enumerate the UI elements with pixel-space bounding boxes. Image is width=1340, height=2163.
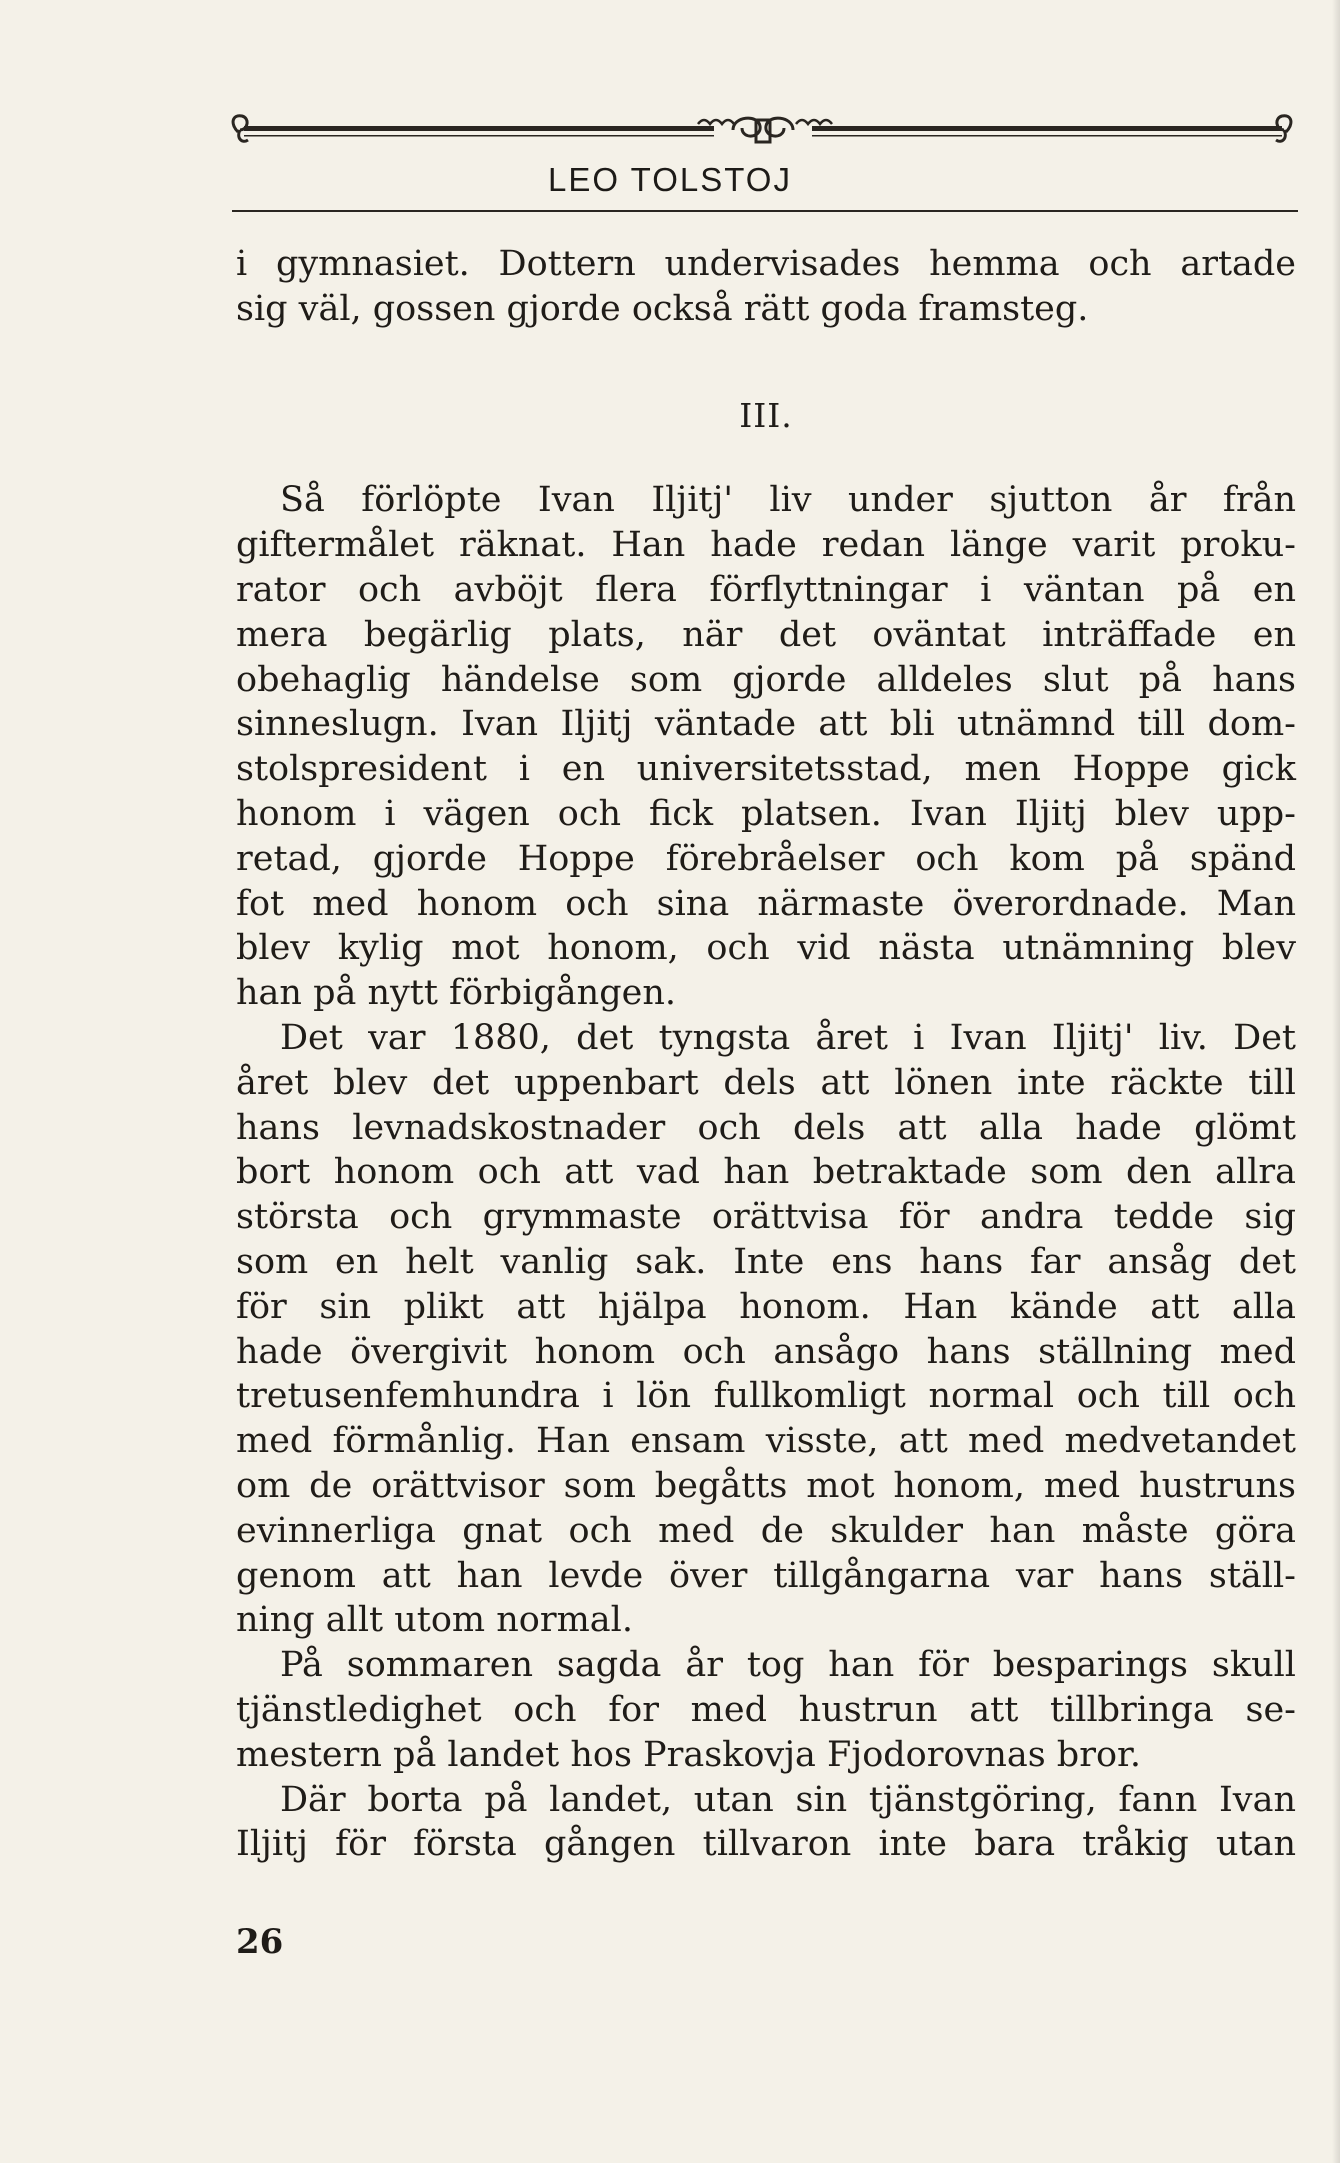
text-line: som en helt vanlig sak. Inte ens hans far ansåg det [236, 1241, 1296, 1282]
text-line: evinnerliga gnat och med de skulder han måste göra [236, 1510, 1296, 1551]
text-line: stolspresident i en universitetsstad, men Hoppe gick [236, 749, 1296, 790]
page-number: 26 [236, 1922, 284, 1962]
text-line: om de orättvisor som begåtts mot honom, med hustruns [236, 1465, 1296, 1506]
text-line: Det var 1880, det tyngsta året i Ivan Iljitj' liv. Det [280, 1017, 1296, 1058]
header-ornament-icon [228, 104, 1298, 164]
text-line: bort honom och att vad han betraktade som den allra [236, 1152, 1296, 1193]
text-line: obehaglig händelse som gjorde alldeles slut på hans [236, 659, 1296, 700]
text-line: hade övergivit honom och ansågo hans ställning med [236, 1331, 1296, 1372]
text-line: blev kylig mot honom, och vid nästa utnämning blev [236, 928, 1296, 969]
text-line: tjänstledighet och for med hustrun att tillbringa se- [236, 1689, 1296, 1730]
text-line: rator och avböjt flera förflyttningar i väntan på en [236, 569, 1296, 610]
text-line: tretusenfemhundra i lön fullkomligt normal och till och [236, 1376, 1296, 1417]
text-line: sinneslugn. Ivan Iljitj väntade att bli utnämnd till dom- [236, 704, 1296, 745]
text-line: året blev det uppenbart dels att lönen inte räckte till [236, 1062, 1296, 1103]
text-line: Iljitj för första gången tillvaron inte bara tråkig utan [236, 1824, 1296, 1865]
text-line: På sommaren sagda år tog han för besparings skull [280, 1645, 1296, 1686]
text-line: sig väl, gossen gjorde också rätt goda framsteg. [236, 288, 1089, 329]
text-line: han på nytt förbigången. [236, 973, 676, 1014]
text-line: Så förlöpte Ivan Iljitj' liv under sjutton år från [280, 480, 1296, 521]
text-line: hans levnadskostnader och dels att alla hade glömt [236, 1107, 1296, 1148]
text-line: ning allt utom normal. [236, 1600, 633, 1641]
text-line: retad, gjorde Hoppe förebråelser och kom på spänd [236, 838, 1296, 879]
text-line: i gymnasiet. Dottern undervisades hemma och artade [236, 244, 1296, 284]
header-rule [232, 210, 1298, 212]
body-text [236, 242, 1296, 1867]
text-line: mestern på landet hos Praskovja Fjodorovnas bror. [236, 1734, 1142, 1775]
text-line: för sin plikt att hjälpa honom. Han kände att alla [236, 1286, 1296, 1327]
text-line: giftermålet räknat. Han hade redan länge varit proku- [236, 525, 1296, 566]
text-line: Där borta på landet, utan sin tjänstgöring, fann Ivan [280, 1779, 1296, 1820]
running-head: LEO TOLSTOJ [548, 161, 792, 198]
text-line: mera begärlig plats, när det oväntat inträffade en [236, 614, 1296, 655]
text-line: genom att han levde över tillgångarna var hans ställ- [236, 1555, 1296, 1596]
text-line: fot med honom och sina närmaste överordnade. Man [236, 883, 1296, 924]
section-number: III. [739, 395, 793, 435]
text-line: största och grymmaste orättvisa för andra tedde sig [236, 1197, 1296, 1238]
text-line: med förmånlig. Han ensam visste, att med medvetandet [236, 1421, 1296, 1462]
text-line: honom i vägen och fick platsen. Ivan Iljitj blev upp- [236, 793, 1296, 834]
